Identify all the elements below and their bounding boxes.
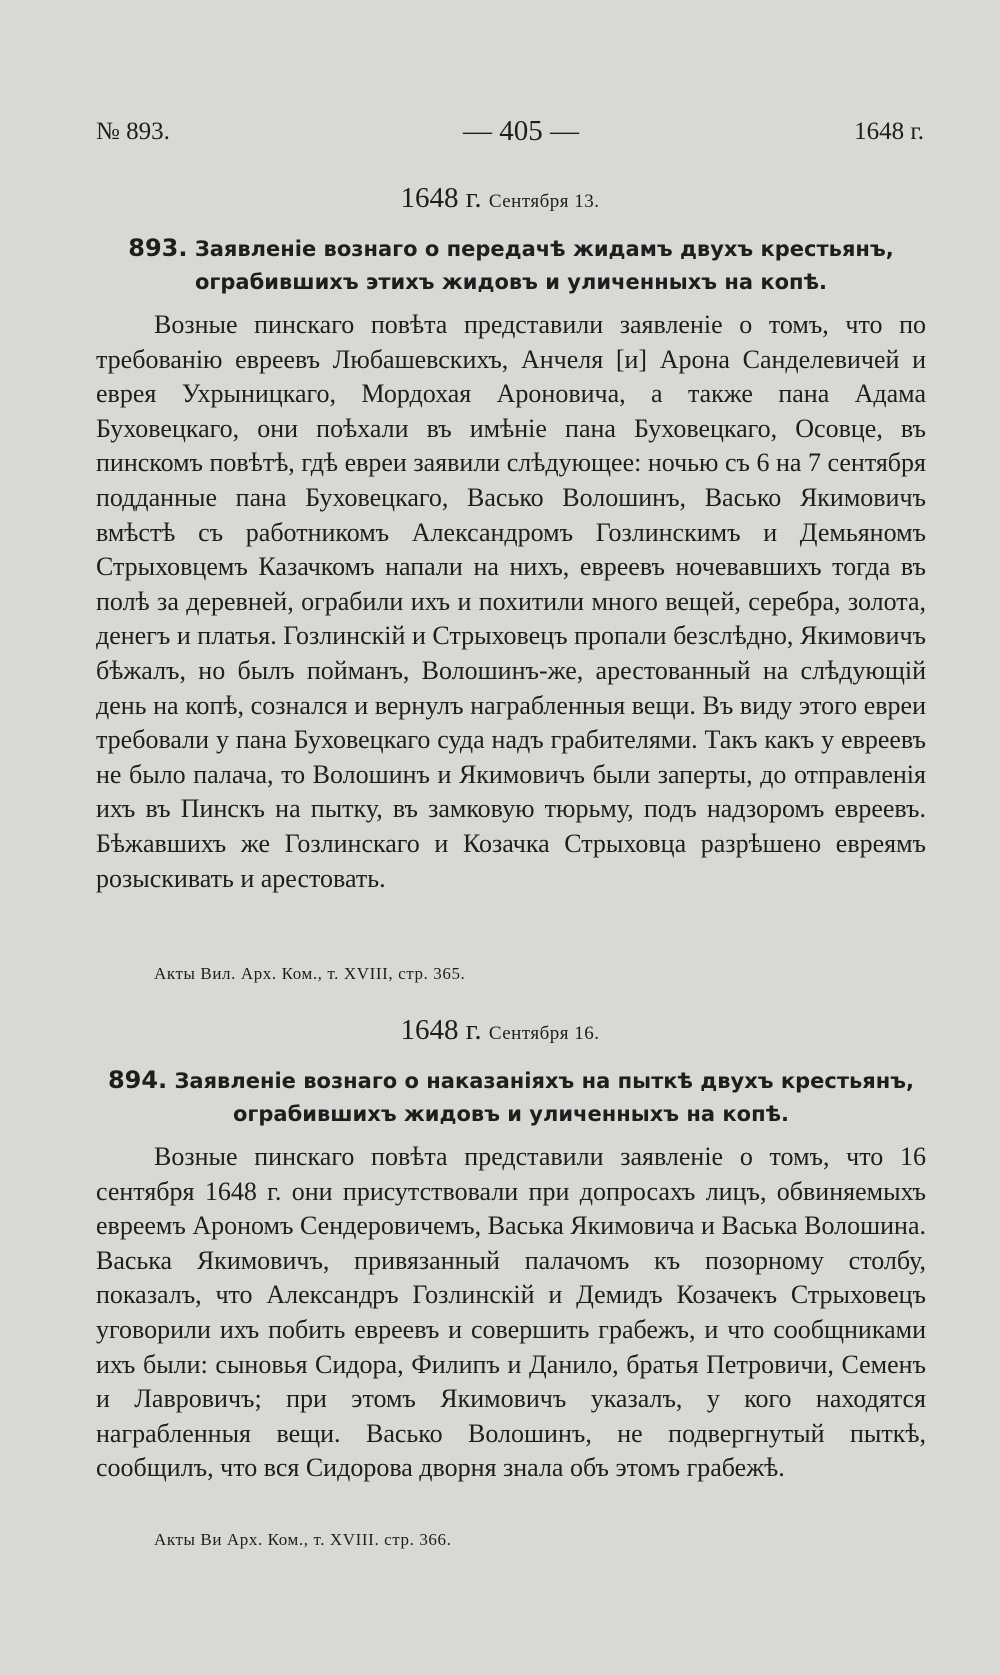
running-head bbox=[96, 115, 924, 158]
page-number: — 405 — bbox=[463, 115, 579, 147]
document-body: Возные пинскаго повѣта представили заявленіе о томъ, что 16 сентября 1648 г. они присутствовали при допросахъ лицъ, обвиняемыхъ евреемъ Арономъ Сендеровичемъ, Васька Якимовича и Васька Волошина. Васька Якимовичъ, привязанный палачомъ къ позорному столбу, показалъ, что Александръ Гозлинскій и Демидъ Козачекъ Стрыховецъ уговорили ихъ побить евреевъ и совершить грабежъ, и что сообщниками ихъ были: сыновья Сидора, Филипъ и Данило, братья Петровичи, Семенъ и Лавровичъ; при этомъ Якимовичъ указалъ, у кого находятся награбленныя вещи. Васько Волошинъ, не подвергнутый пыткѣ, сообщилъ, что вся Сидорова дворня знала объ этомъ грабежѣ. bbox=[96, 1142, 926, 1483]
date-month: Сентября 13. bbox=[488, 191, 600, 212]
document-title: Заявленіе вознаго о передачѣ жидамъ двухъ крестьянъ, ограбившихъ этихъ жидовъ и уличенныхъ на копѣ. bbox=[194, 237, 894, 294]
document-source: Акты Ви Арх. Ком., т. XVIII. стр. 366. bbox=[154, 1530, 452, 1549]
document-source: Акты Вил. Арх. Ком., т. XVIII, стр. 365. bbox=[154, 964, 466, 983]
document-number: 894. bbox=[107, 1066, 168, 1094]
document-number-header: № 893. bbox=[96, 118, 170, 145]
document-number: 893. bbox=[128, 234, 188, 262]
document-title: Заявленіе вознаго о наказаніяхъ на пыткѣ двухъ крестьянъ, ограбившихъ жидовъ и уличенныхъ на копѣ. bbox=[174, 1069, 915, 1126]
document-heading bbox=[96, 1064, 926, 1131]
date-year: 1648 г. bbox=[400, 182, 482, 214]
document-date bbox=[0, 182, 1000, 215]
document-body: Возные пинскаго повѣта представили заявленіе о томъ, что по требованію евреевъ Любашевскихъ, Анчеля [и] Арона Санделевичей и еврея Ухрыницкаго, Мордохая Ароновича, а также пана Адама Буховецкаго, они поѣхали въ имѣніе пана Буховецкаго, Осовце, въ пинскомъ повѣтѣ, гдѣ евреи заявили слѣдующее: ночью съ 6 на 7 сентября подданные пана Буховецкаго, Васько Волошинъ, Васько Якимовичъ вмѣстѣ съ работникомъ Александромъ Гозлинскимъ и Демьяномъ Стрыховцемъ Казачкомъ напали на нихъ, евреевъ ночевавшихъ тогда въ полѣ за деревней, ограбили ихъ и похитили много вещей, серебра, золота, денегъ и платья. Гозлинскій и Стрыховецъ пропали безслѣдно, Якимовичъ бѣжалъ, но былъ пойманъ, Волошинъ-же, арестованный на слѣдующій день на копѣ, сознался и вернулъ награбленныя вещи. Въ виду этого евреи требовали у пана Буховецкаго суда надъ грабителями. Такъ какъ у евреевъ не было палача, то Волошинъ и Якимовичъ были заперты, до отправленія ихъ въ Пинскъ на пытку, въ замковую тюрьму, подъ надзоромъ евреевъ. Бѣжавшихъ же Гозлинскаго и Козачка Стрыховца разрѣшено евреямъ розыскивать и арестовать. bbox=[96, 310, 926, 893]
year-header: 1648 г. bbox=[854, 118, 924, 145]
document-heading bbox=[96, 232, 926, 299]
document-date bbox=[0, 1014, 1000, 1047]
date-year: 1648 г. bbox=[400, 1014, 482, 1046]
date-month: Сентября 16. bbox=[488, 1023, 600, 1044]
